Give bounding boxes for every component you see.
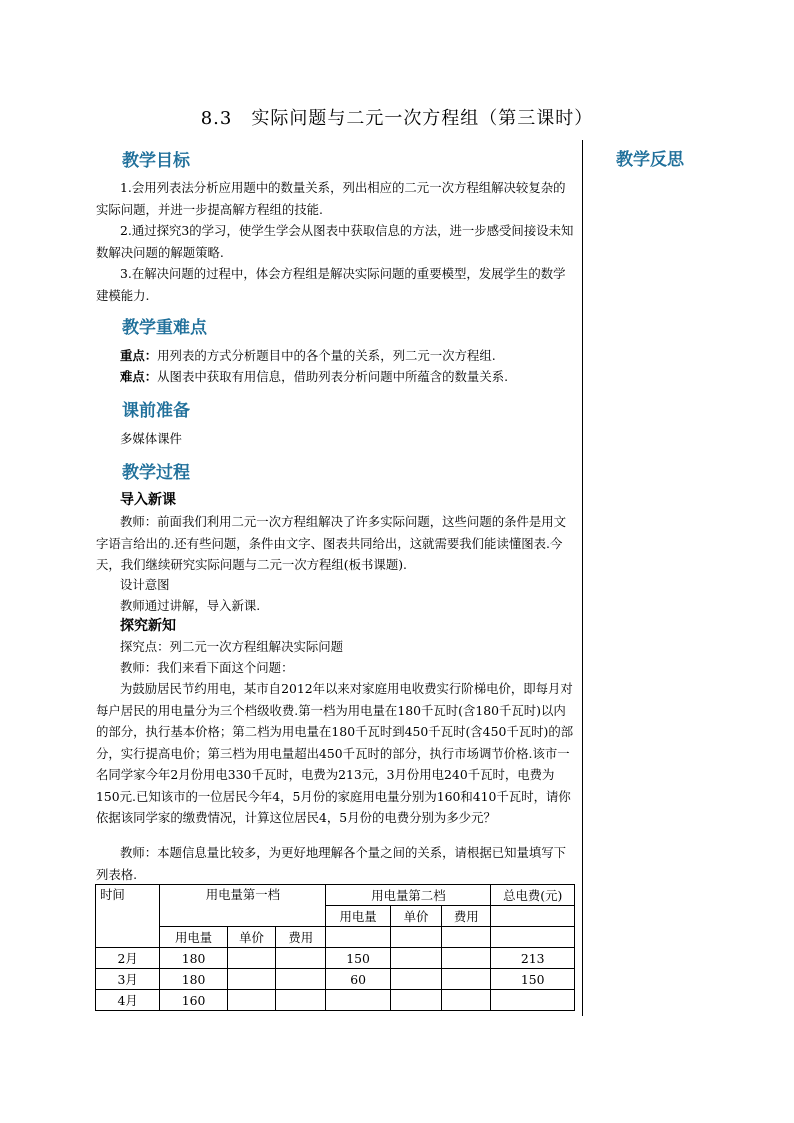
header-tier2-fee: 费用 xyxy=(442,906,491,927)
cell-t1-fee xyxy=(276,969,326,990)
cell-t2-price xyxy=(390,948,441,969)
cell-t1-fee xyxy=(276,948,326,969)
key-points-heading: 教学重难点 xyxy=(122,318,207,338)
cell-t2-fee xyxy=(442,990,491,1011)
header-tier1-price: 单价 xyxy=(227,927,275,948)
cell-month: 4月 xyxy=(96,990,160,1011)
cell-t2-price xyxy=(390,990,441,1011)
key-text: 用列表的方式分析题目中的各个量的关系，列二元一次方程组. xyxy=(157,348,496,363)
cell-t1-price xyxy=(227,969,275,990)
header-blank-a xyxy=(326,927,390,948)
prep-heading: 课前准备 xyxy=(122,401,190,421)
prep-text: 多媒体课件 xyxy=(120,431,182,446)
cell-total xyxy=(491,990,575,1011)
problem-text: 为鼓励居民节约用电，某市自2012年以来对家庭用电收费实行阶梯电价，即每月对每户居民的用电量分为三个档级收费.第一档为用电量在180千瓦时(含180千瓦时)以内的部分，执行基本价格；第二档为用电量在180千瓦时到450千瓦时(含450千瓦时)的部分，实行提高电价；第三档为用电量超出450千瓦时的部分，执行市场调节价格.该市一名同学家今年2月份用电330千瓦时，电费为213元，3月份用电240千瓦时，电费为150元.已知该市的一位居民今年4，5月份的家庭用电量分别为160和410千瓦时，请你依据该同学家的缴费情况，计算这位居民4，5月份的电费分别为多少元？ xyxy=(96,681,574,825)
cell-t2-usage xyxy=(326,990,390,1011)
header-blank-c xyxy=(442,927,491,948)
cell-t2-fee xyxy=(442,948,491,969)
goal-item-2: 2.通过探究3的学习，使学生学会从图表中获取信息的方法，进一步感受间接设未知数解决问题的解题策略. xyxy=(96,223,574,260)
cell-total: 213 xyxy=(491,948,575,969)
cell-t2-price xyxy=(390,969,441,990)
header-tier1-fee: 费用 xyxy=(276,927,326,948)
design-text: 教师通过讲解，导入新课. xyxy=(120,598,261,613)
header-tier1: 用电量第一档 xyxy=(160,885,326,927)
intro-heading: 导入新课 xyxy=(120,492,176,508)
cell-t2-usage: 60 xyxy=(326,969,390,990)
table-row xyxy=(96,969,575,990)
explore-heading: 探究新知 xyxy=(120,618,176,634)
header-blank-d xyxy=(491,927,575,948)
teacher-note: 教师：本题信息量比较多，为更好地理解各个量之间的关系，请根据已知量填写下列表格. xyxy=(96,845,567,882)
process-heading: 教学过程 xyxy=(122,463,190,483)
cell-t1-price xyxy=(227,948,275,969)
header-total: 总电费(元) xyxy=(491,885,575,906)
table-row xyxy=(96,948,575,969)
cell-t2-fee xyxy=(442,969,491,990)
teacher-line: 教师：我们来看下面这个问题： xyxy=(120,660,294,675)
design-label: 设计意图 xyxy=(120,577,170,592)
goals-heading: 教学目标 xyxy=(122,151,190,171)
header-blank-b xyxy=(390,927,441,948)
intro-text: 教师：前面我们利用二元一次方程组解决了许多实际问题，这些问题的条件是用文字语言给出的.还有些问题，条件由文字、图表共同给出，这就需要我们能读懂图表.今天，我们继续研究实际问题与二元一次方程组(板书课题). xyxy=(96,514,567,572)
cell-t1-usage: 180 xyxy=(160,948,227,969)
header-tier2-usage: 用电量 xyxy=(326,906,390,927)
header-tier2-price: 单价 xyxy=(390,906,441,927)
cell-t1-usage: 180 xyxy=(160,969,227,990)
electricity-fee-table xyxy=(95,884,575,1011)
cell-month: 2月 xyxy=(96,948,160,969)
column-divider xyxy=(582,140,583,1016)
difficulty-line xyxy=(120,366,508,387)
header-total-blank xyxy=(491,906,575,927)
goal-item-3: 3.在解决问题的过程中，体会方程组是解决实际问题的重要模型，发展学生的数学建模能力. xyxy=(96,266,566,303)
header-time: 时间 xyxy=(96,885,160,948)
difficulty-label: 难点： xyxy=(120,369,158,384)
table-row xyxy=(96,990,575,1011)
cell-total: 150 xyxy=(491,969,575,990)
header-tier1-usage: 用电量 xyxy=(160,927,227,948)
goal-item-1: 1.会用列表法分析应用题中的数量关系，列出相应的二元一次方程组解决较复杂的实际问题，并进一步提高解方程组的技能. xyxy=(96,180,566,217)
reflection-heading: 教学反思 xyxy=(616,150,684,170)
key-label: 重点： xyxy=(120,348,158,363)
header-tier2: 用电量第二档 xyxy=(326,885,491,906)
key-point-line xyxy=(120,345,496,366)
cell-t1-fee xyxy=(276,990,326,1011)
explore-point: 探究点：列二元一次方程组解决实际问题 xyxy=(120,639,344,654)
difficulty-text: 从图表中获取有用信息，借助列表分析问题中所蕴含的数量关系. xyxy=(157,369,509,384)
page-title: 8.3 实际问题与二元一次方程组（第三课时） xyxy=(200,108,594,129)
cell-month: 3月 xyxy=(96,969,160,990)
cell-t2-usage: 150 xyxy=(326,948,390,969)
cell-t1-price xyxy=(227,990,275,1011)
cell-t1-usage: 160 xyxy=(160,990,227,1011)
